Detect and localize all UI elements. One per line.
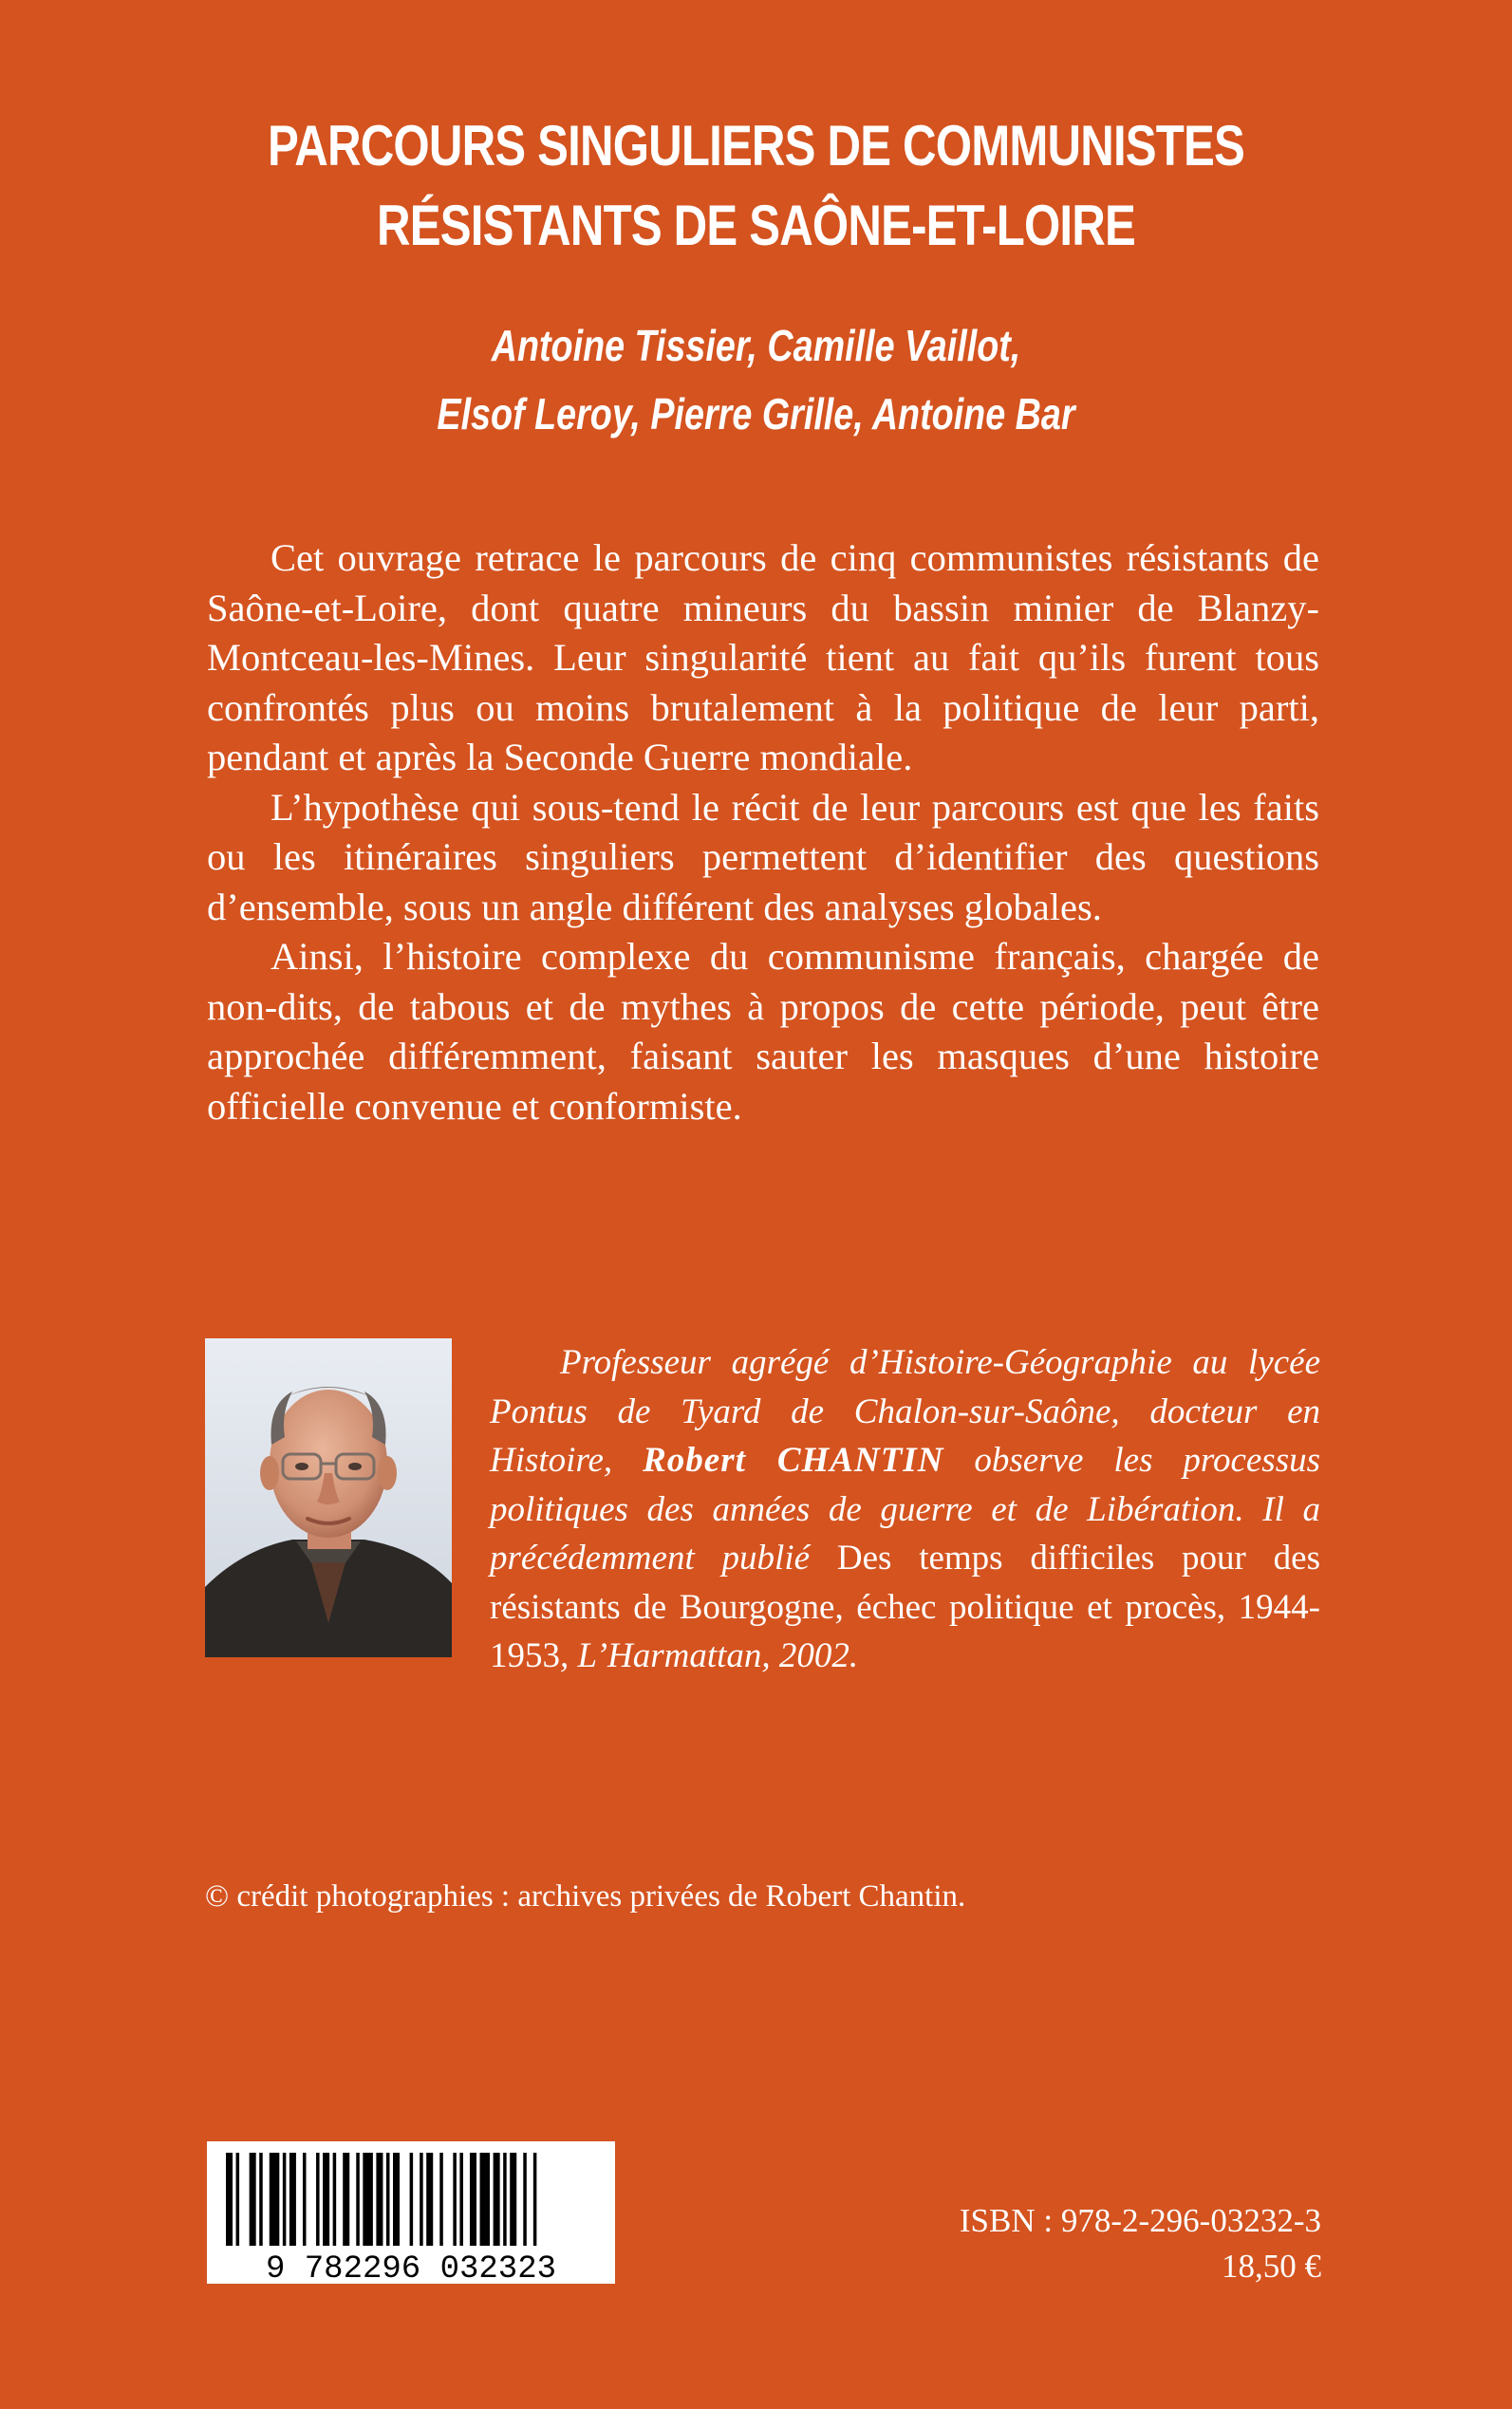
author-name: Robert CHANTIN	[643, 1441, 944, 1480]
barcode-bar	[470, 2153, 476, 2246]
barcode-bars	[226, 2153, 536, 2246]
blurb-paragraph-2: L’hypothèse qui sous-tend le récit de leur parcours est que les faits ou les itinéraires singuliers permettent d’identifier des questions d’ensemble, sous un angle différent des analyses globales.	[207, 785, 1319, 928]
barcode-bar	[426, 2153, 433, 2246]
barcode-graphic	[207, 2141, 615, 2284]
barcode-bar	[386, 2153, 390, 2246]
author-portrait-illustration	[205, 1338, 452, 1657]
author-photo	[205, 1338, 452, 1657]
barcode-bar	[439, 2153, 443, 2246]
barcode-digits: 9 782296 032323	[265, 2251, 557, 2284]
barcode-bar	[376, 2153, 383, 2246]
book-title	[136, 106, 1375, 266]
barcode-bar	[289, 2153, 296, 2246]
author-bio-middle: observe les processus politiques des années de guerre et de Libération. Il a précédemment publié	[490, 1441, 1320, 1578]
blurb-paragraph-3: Ainsi, l’histoire complexe du communisme français, chargée de non-dits, de tabous et de mythes à propos de cette période, peut être approchée différemment, faisant sauter les masques d’une histoire officielle convenue et conformiste.	[207, 935, 1319, 1128]
barcode-bar	[480, 2153, 491, 2246]
barcode-bar	[420, 2153, 423, 2246]
barcode-bar	[356, 2153, 360, 2246]
barcode-bar	[316, 2153, 320, 2246]
subject-names-line-2: Elsof Leroy, Pierre Grille, Antoine Bar	[437, 389, 1075, 439]
barcode-bar	[250, 2153, 256, 2246]
barcode-bar	[270, 2153, 280, 2246]
author-bio-intro: Professeur agrégé d’Histoire-Géographie au lycée Pontus de Tyard de Chalon-sur-Saône, docteur en Histoire,	[490, 1343, 1320, 1480]
barcode	[207, 2141, 615, 2284]
barcode-bar	[303, 2153, 307, 2246]
barcode-bar	[226, 2153, 233, 2246]
barcode-bar	[410, 2153, 414, 2246]
subject-names	[136, 311, 1375, 448]
price: 18,50 €	[1222, 2248, 1321, 2285]
barcode-bar	[523, 2153, 527, 2246]
barcode-bar	[343, 2153, 349, 2246]
barcode-bar	[494, 2153, 500, 2246]
photo-credit: © crédit photographies : archives privées de Robert Chantin.	[205, 1879, 966, 1914]
barcode-bar	[510, 2153, 516, 2246]
isbn: ISBN : 978-2-296-03232-3	[959, 2202, 1321, 2239]
book-title-line-1: PARCOURS SINGULIERS DE COMMUNISTES	[267, 114, 1245, 177]
barcode-bar	[323, 2153, 329, 2246]
author-bio-paragraph	[490, 1338, 1320, 1681]
barcode-bar	[333, 2153, 337, 2246]
barcode-bar	[453, 2153, 457, 2246]
barcode-bar	[503, 2153, 507, 2246]
barcode-bar	[259, 2153, 263, 2246]
blurb	[207, 533, 1319, 1131]
barcode-bar	[393, 2153, 400, 2246]
book-title-line-2: RÉSISTANTS DE SAÔNE-ET-LOIRE	[377, 194, 1135, 257]
author-bio	[490, 1338, 1320, 1681]
previous-book-title: Des temps difficiles pour des résistants de Bourgogne, échec politique et procès, 1944-1953	[490, 1539, 1320, 1675]
previous-book-publisher: , L’Harmattan, 2002.	[560, 1636, 859, 1675]
barcode-bar	[363, 2153, 373, 2246]
blurb-paragraph-1: Cet ouvrage retrace le parcours de cinq communistes résistants de Saône-et-Loire, dont quatre mineurs du bassin minier de Blanzy-Montceau-les-Mines. Leur singularité tient au fait qu’ils furent tous confrontés plus ou moins brutalement à la politique de leur parti, pendant et après la Seconde Guerre mondiale.	[207, 536, 1319, 778]
subject-names-line-1: Antoine Tissier, Camille Vaillot,	[491, 321, 1021, 370]
barcode-bar	[236, 2153, 240, 2246]
barcode-bar	[459, 2153, 463, 2246]
barcode-bar	[283, 2153, 287, 2246]
barcode-bar	[533, 2153, 537, 2246]
